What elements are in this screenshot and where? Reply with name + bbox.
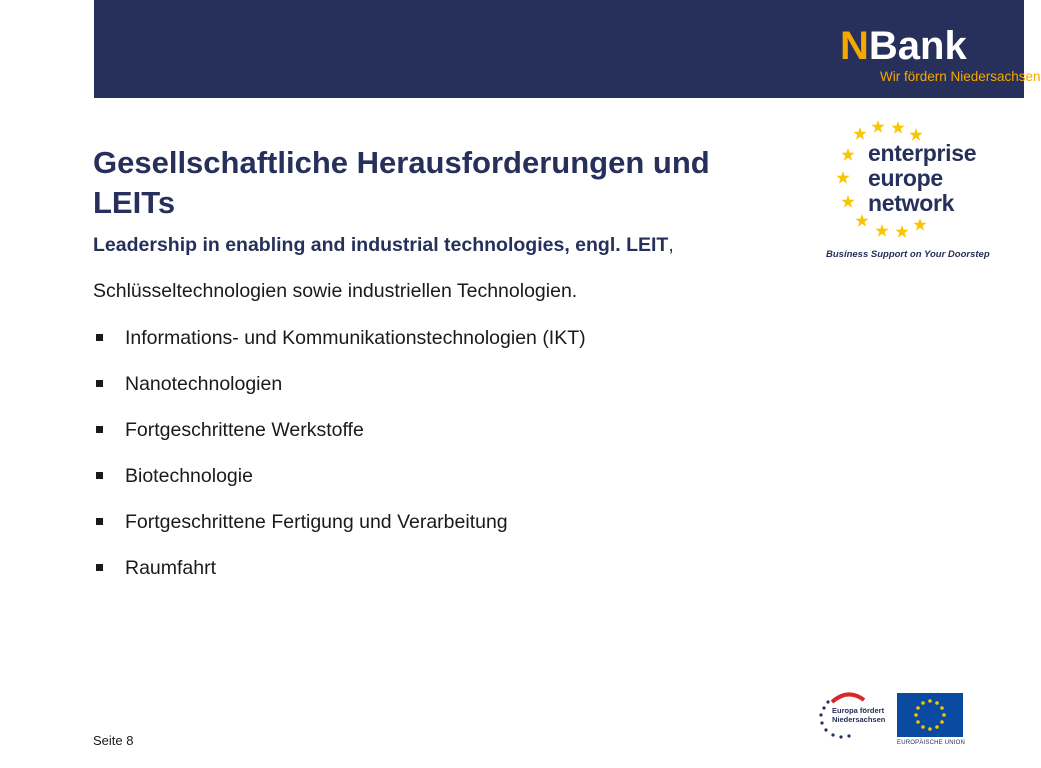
list-item-text: Informations- und Kommunikationstechnologien (IKT): [125, 327, 586, 349]
enterprise-europe-network-logo: [826, 118, 990, 266]
bullet-square-icon: [96, 426, 103, 433]
list-item-text: Fortgeschrittene Werkstoffe: [125, 419, 364, 441]
nbank-tagline: Wir fördern Niedersachsen: [880, 69, 1041, 84]
een-line-network: network: [868, 190, 955, 216]
bullet-square-icon: [96, 334, 103, 341]
slide-subtitle: [93, 234, 674, 257]
list-item-text: Nanotechnologien: [125, 373, 283, 395]
europa-foerdert-niedersachsen-logo: [818, 690, 890, 740]
slide-subtitle-comma: ,: [668, 234, 674, 256]
list-item-text: Fortgeschrittene Fertigung und Verarbeitung: [125, 511, 508, 533]
europa-line2: Niedersachsen: [832, 715, 886, 724]
nbank-logo-n: N: [840, 24, 869, 68]
bullet-square-icon: [96, 472, 103, 479]
page-number: Seite 8: [93, 733, 134, 748]
nbank-logo-bank: Bank: [868, 24, 967, 68]
list-item-text: Biotechnologie: [125, 465, 253, 487]
slide-title: Gesellschaftliche Herausforderungen und LEITs: [93, 145, 710, 220]
list-item-text: Raumfahrt: [125, 557, 217, 579]
bullet-square-icon: [96, 564, 103, 571]
een-tagline: Business Support on Your Doorstep: [826, 249, 990, 260]
een-line-europe: europe: [868, 165, 943, 191]
nbank-wordmark: [840, 26, 967, 66]
eu-caption: EUROPÄISCHE UNION: [897, 740, 966, 746]
europa-line1: Europa fördert: [832, 706, 885, 715]
header-bar: [94, 0, 1041, 98]
bullet-square-icon: [96, 518, 103, 525]
een-line-enterprise: enterprise: [868, 140, 977, 166]
slide-subtitle-text: Leadership in enabling and industrial technologies, engl. LEIT: [93, 234, 669, 256]
slide-intro: Schlüsseltechnologien sowie industriellen Technologien.: [93, 280, 578, 302]
eu-flag-icon: [897, 693, 963, 737]
eu-flag-logo: [897, 693, 965, 749]
bullet-square-icon: [96, 380, 103, 387]
